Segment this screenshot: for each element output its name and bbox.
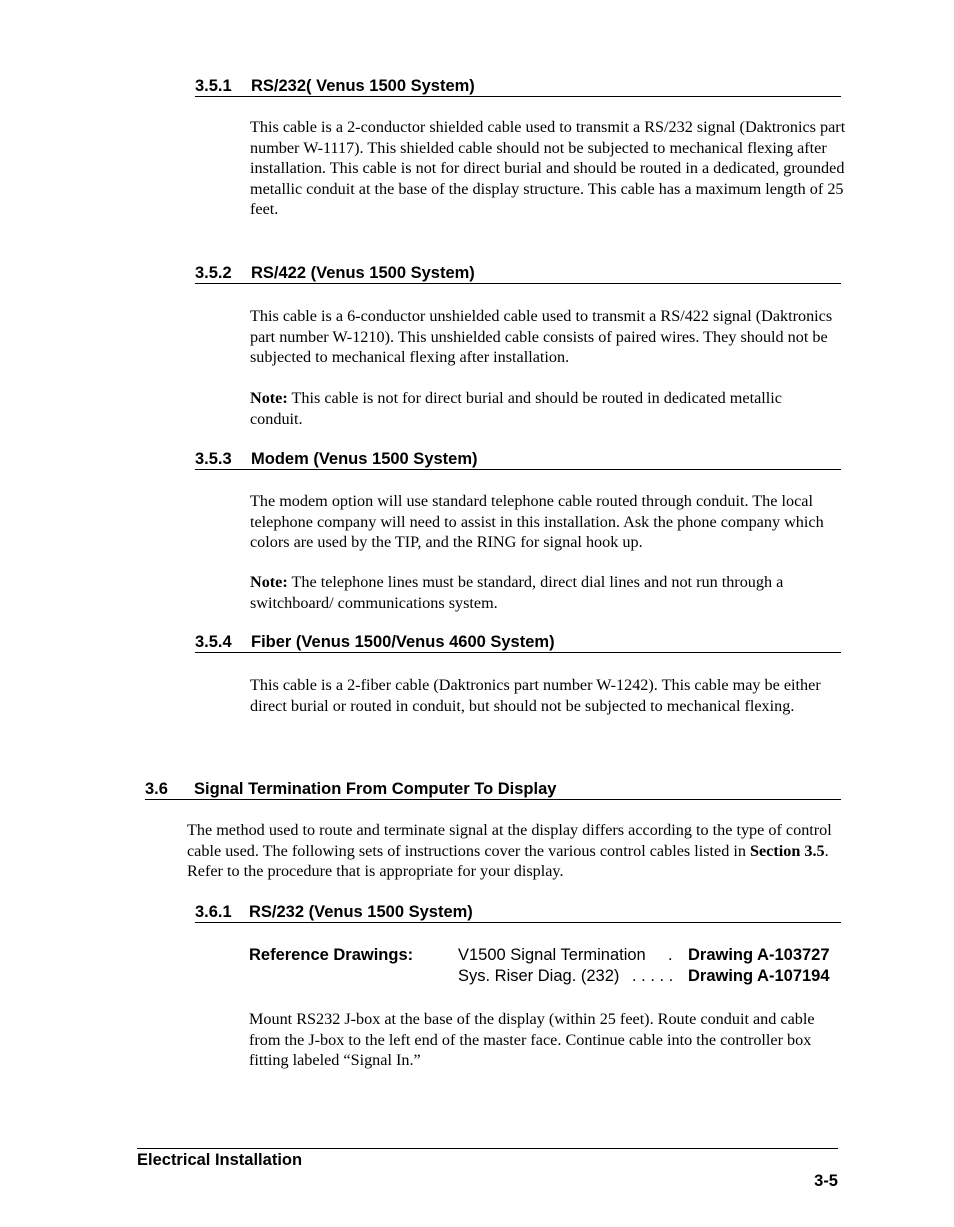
body-text: The method used to route and terminate signal at the display differs according to the type of control cable used. The following sets of instructions cover the various control cables listed in bbox=[187, 821, 832, 860]
reference-item-1-desc: V1500 Signal Termination bbox=[458, 946, 646, 964]
body-text: . Refer to the procedure that is appropriate for your display. bbox=[187, 841, 829, 880]
note-label: Note: bbox=[250, 389, 288, 407]
section-title: Signal Termination From Computer To Display bbox=[194, 780, 557, 798]
page-number: 3-5 bbox=[814, 1172, 838, 1190]
reference-drawings-label: Reference Drawings: bbox=[249, 946, 414, 964]
reference-item-2-desc: Sys. Riser Diag. (232) bbox=[458, 967, 620, 985]
heading-3-5-3 bbox=[195, 449, 841, 470]
reference-item-1-leader: . bbox=[668, 946, 673, 964]
section-number: 3.5.3 bbox=[195, 450, 232, 468]
note-3-5-3 bbox=[250, 572, 835, 613]
heading-3-6 bbox=[145, 779, 841, 800]
note-label: Note: bbox=[250, 573, 288, 591]
paragraph-3-5-1: This cable is a 2-conductor shielded cable used to transmit a RS/232 signal (Daktronics part number W-1117). This shielded cable should not be subjected to mechanical flexing after installation. This cable is not for direct burial and should be routed in a dedicated, grounded metallic conduit at the base of the display structure. This cable has a maximum length of 25 feet. bbox=[250, 118, 846, 218]
paragraph-3-5-4: This cable is a 2-fiber cable (Daktronics part number W-1242). This cable may be either direct burial or routed in conduit, but should not be subjected to mechanical flexing. bbox=[250, 676, 821, 715]
note-text: This cable is not for direct burial and should be routed in dedicated metallic conduit. bbox=[250, 389, 782, 428]
note-text: The telephone lines must be standard, direct dial lines and not run through a switchboard/ communications system. bbox=[250, 573, 784, 612]
paragraph-3-6-1: Mount RS232 J-box at the base of the display (within 25 feet). Route conduit and cable from the J-box to the left end of the master face. Continue cable into the controller box fitting labeled “Signal In.” bbox=[249, 1010, 815, 1069]
section-number: 3.6 bbox=[145, 780, 168, 798]
section-title: RS/232( Venus 1500 System) bbox=[251, 77, 475, 95]
paragraph-3-5-2: This cable is a 6-conductor unshielded cable used to transmit a RS/422 signal (Daktronics part number W-1210). This unshielded cable consists of paired wires. They should not be subjected to mechanical flexing after installation. bbox=[250, 307, 833, 366]
heading-3-5-4 bbox=[195, 632, 841, 653]
section-number: 3.5.2 bbox=[195, 264, 232, 282]
reference-item-2-leader: . . . . . bbox=[632, 967, 674, 985]
section-number: 3.5.1 bbox=[195, 77, 232, 95]
paragraph-3-5-3: The modem option will use standard telephone cable routed through conduit. The local telephone company will need to assist in this installation. Ask the phone company which colors are used by the TIP, and the RING for signal hook up. bbox=[250, 492, 824, 551]
heading-3-5-1 bbox=[195, 76, 841, 97]
section-title: Fiber (Venus 1500/Venus 4600 System) bbox=[251, 633, 555, 651]
footer-rule bbox=[137, 1148, 838, 1149]
footer-chapter-title: Electrical Installation bbox=[137, 1151, 303, 1169]
heading-3-5-2 bbox=[195, 263, 841, 284]
section-title: Modem (Venus 1500 System) bbox=[251, 450, 478, 468]
reference-item-2-drawing: Drawing A-107194 bbox=[688, 967, 830, 985]
section-title: RS/422 (Venus 1500 System) bbox=[251, 264, 475, 282]
note-3-5-2 bbox=[250, 388, 835, 429]
paragraph-3-6 bbox=[187, 820, 843, 882]
section-number: 3.5.4 bbox=[195, 633, 232, 651]
heading-3-6-1 bbox=[195, 902, 841, 923]
section-reference: Section 3.5 bbox=[749, 841, 825, 860]
section-title: RS/232 (Venus 1500 System) bbox=[249, 903, 473, 921]
reference-item-1-drawing: Drawing A-103727 bbox=[688, 946, 830, 964]
section-number: 3.6.1 bbox=[195, 903, 232, 921]
